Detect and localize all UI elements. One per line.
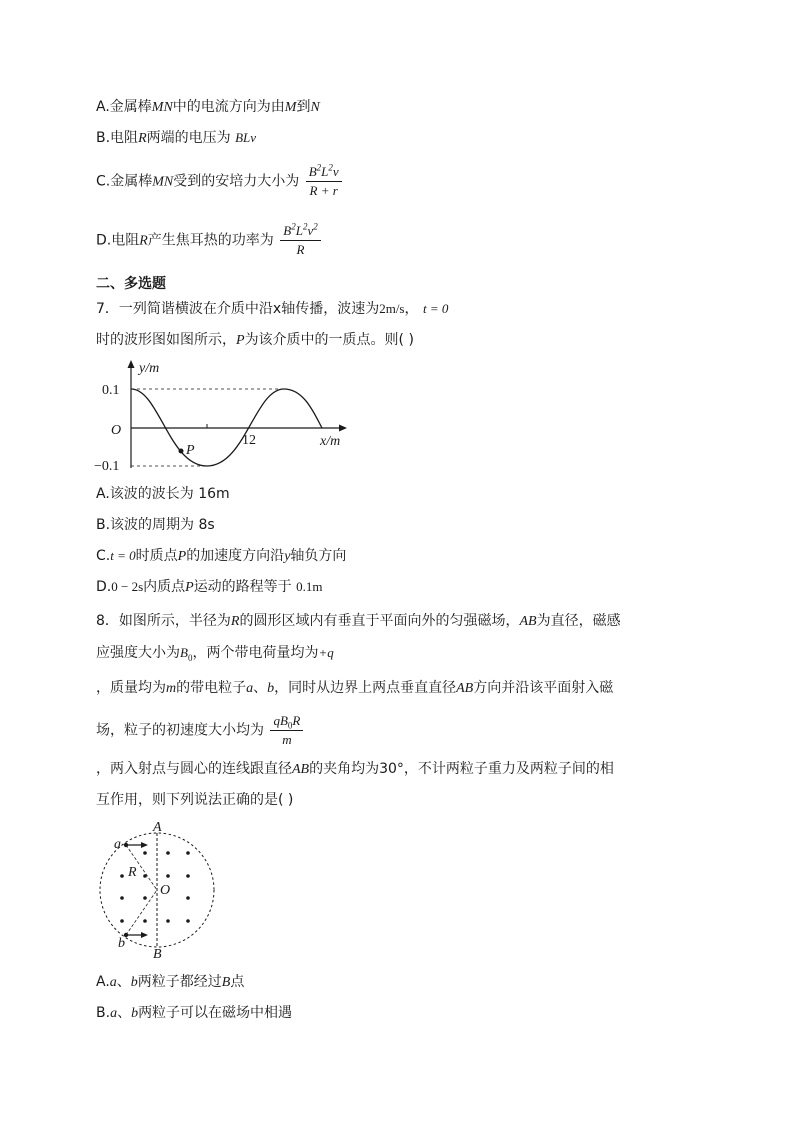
text: A.该波的波长为 16m [96, 486, 230, 502]
math-expression: BLv [235, 130, 257, 145]
text: 的加速度方向沿 [186, 548, 285, 564]
text: B.该波的周期为 8s [96, 517, 215, 533]
fraction [280, 222, 320, 259]
y-axis-label: y/m [139, 361, 160, 376]
text: C.金属棒 [96, 173, 153, 190]
text: C. [96, 548, 111, 564]
text: R [292, 713, 301, 728]
text: 为该介质中的一质点。则( ) [244, 332, 414, 348]
text: 应强度大小为 [96, 645, 180, 661]
text: a [109, 975, 117, 990]
point-p-label: P [186, 443, 195, 458]
text: ，两个带电荷量均为 [192, 645, 319, 661]
text: B. [96, 1005, 111, 1021]
q7-option-d [96, 577, 323, 598]
text: 2 [313, 221, 318, 232]
q8-stem-line5 [96, 759, 614, 780]
text: A. [96, 974, 110, 990]
text: 点 [230, 974, 245, 990]
text: 2 [302, 221, 308, 232]
text: 、 [117, 1005, 132, 1021]
text: 受到的安培力大小为 [173, 173, 300, 190]
text: 、 [253, 680, 268, 696]
q8-option-a [96, 972, 244, 993]
text: N [310, 100, 320, 115]
text: B.电阻 [96, 130, 139, 146]
text: 方向并沿该平面射入磁 [473, 680, 614, 696]
text: ，同时从边界上两点垂直直径 [274, 680, 457, 696]
q8-stem-line4 [96, 712, 305, 749]
text: 、 [116, 974, 131, 990]
q8-option-b [96, 1003, 292, 1024]
arrowhead-a [141, 842, 148, 848]
text: qB [273, 713, 288, 728]
text: m [166, 681, 177, 696]
text: b [130, 975, 138, 990]
label-b-point: B [153, 947, 162, 960]
q8-stem-line6 [96, 790, 293, 810]
q7-stem-line2 [96, 330, 414, 351]
text: 中的电流方向为由 [172, 99, 285, 115]
tick-12: 12 [242, 433, 256, 448]
origin-label: O [111, 423, 122, 438]
tick-neg-0.1: −0.1 [94, 459, 120, 473]
text: 的夹角均为30°，不计两粒子重力及两粒子间的相 [309, 761, 614, 777]
q6-option-c [96, 163, 344, 200]
text: B [221, 975, 231, 990]
q6-option-b [96, 128, 256, 149]
arrowhead-b [141, 932, 148, 938]
text: R [138, 131, 147, 146]
text: AB [292, 762, 310, 777]
text: y [284, 549, 291, 564]
text: R + r [309, 183, 338, 198]
text: 时质点 [135, 548, 178, 564]
text: 内质点 [143, 579, 186, 595]
label-particle-a: a [114, 837, 121, 852]
wave-figure [94, 358, 354, 473]
text: a [246, 681, 254, 696]
text: R [230, 614, 240, 629]
text: 2 [291, 221, 296, 232]
text: AB [519, 614, 537, 629]
text: 运动的路程等于 [193, 579, 292, 595]
text: 0 [287, 720, 293, 731]
label-particle-b: b [118, 936, 125, 951]
q8-stem-line3 [96, 678, 613, 699]
text: AB [456, 681, 474, 696]
q8-stem-line1 [96, 611, 621, 632]
text: MN [152, 174, 174, 190]
text: 两端的电压为 [146, 130, 231, 146]
text: 两粒子可以在磁场中相遇 [138, 1005, 293, 1021]
label-radius: R [128, 865, 137, 880]
text: 为直径，磁感 [536, 613, 621, 629]
text: 轴负方向 [290, 548, 347, 564]
text: 到 [296, 99, 311, 115]
q8-stem-line2 [96, 643, 334, 663]
text: 2 [328, 162, 333, 173]
text: a [110, 1006, 118, 1021]
q7-option-b [96, 515, 215, 535]
q6-option-a [96, 97, 320, 118]
text: 互作用，则下列说法正确的是( ) [96, 792, 294, 808]
text: P [185, 580, 194, 595]
section-title: 二、多选题 [96, 276, 166, 292]
point-p-dot [179, 449, 184, 454]
q7-option-c [96, 546, 346, 567]
x-axis-arrow [339, 425, 347, 432]
text: 7．一列简谐横波在介质中沿x轴传播，波速为 [96, 301, 380, 317]
text: t = 0 [422, 301, 449, 316]
text: P [236, 333, 245, 348]
q6-option-d [96, 222, 323, 259]
fraction [270, 712, 303, 749]
q7-stem-line1 [96, 299, 448, 319]
radius-b [126, 890, 157, 935]
x-axis-label: x/m [320, 434, 341, 449]
text: 0 − 2s [111, 579, 144, 594]
text: 产生焦耳热的功率为 [147, 232, 274, 249]
text: P [177, 549, 187, 564]
tick-0.1: 0.1 [102, 383, 120, 398]
text: 的带电粒子 [176, 680, 247, 696]
text: MN [151, 100, 173, 115]
text: 0.1m [296, 579, 323, 594]
text: 时的波形图如图所示， [96, 332, 236, 348]
text: ， [404, 301, 419, 317]
text: B [180, 645, 188, 660]
text: m [282, 732, 292, 747]
text: D. [96, 579, 112, 595]
text: 场，粒子的初速度大小均为 [96, 722, 264, 739]
label-center: O [160, 883, 171, 898]
text: v [332, 164, 339, 179]
magnetic-field-figure [92, 820, 232, 960]
text: t = 0 [110, 548, 136, 563]
text: B [308, 164, 317, 179]
text: R [296, 242, 305, 257]
text: 8．如图所示，半径为 [96, 613, 231, 629]
text: M [284, 100, 297, 115]
text: 0 [187, 652, 193, 663]
label-a-point: A [153, 820, 162, 835]
q7-option-a [96, 484, 230, 504]
fraction [306, 163, 342, 200]
text: A.金属棒 [96, 99, 152, 115]
text: 2 [316, 162, 322, 173]
text: ，质量均为 [96, 680, 166, 696]
text: 的圆形区域内有垂直于平面向外的匀强磁场， [239, 613, 520, 629]
text: b [131, 1006, 139, 1021]
text: v [307, 223, 314, 238]
text: R [139, 233, 148, 249]
text: L [295, 223, 303, 238]
text: B [283, 223, 292, 238]
text: D.电阻 [96, 232, 140, 249]
text: b [267, 681, 275, 696]
text: +q [318, 645, 334, 660]
y-axis-arrow [128, 360, 135, 368]
text: L [321, 164, 329, 179]
text: 2m/s [379, 301, 405, 316]
text: 两粒子都经过 [137, 974, 222, 990]
text: ，两入射点与圆心的连线跟直径 [96, 761, 292, 777]
